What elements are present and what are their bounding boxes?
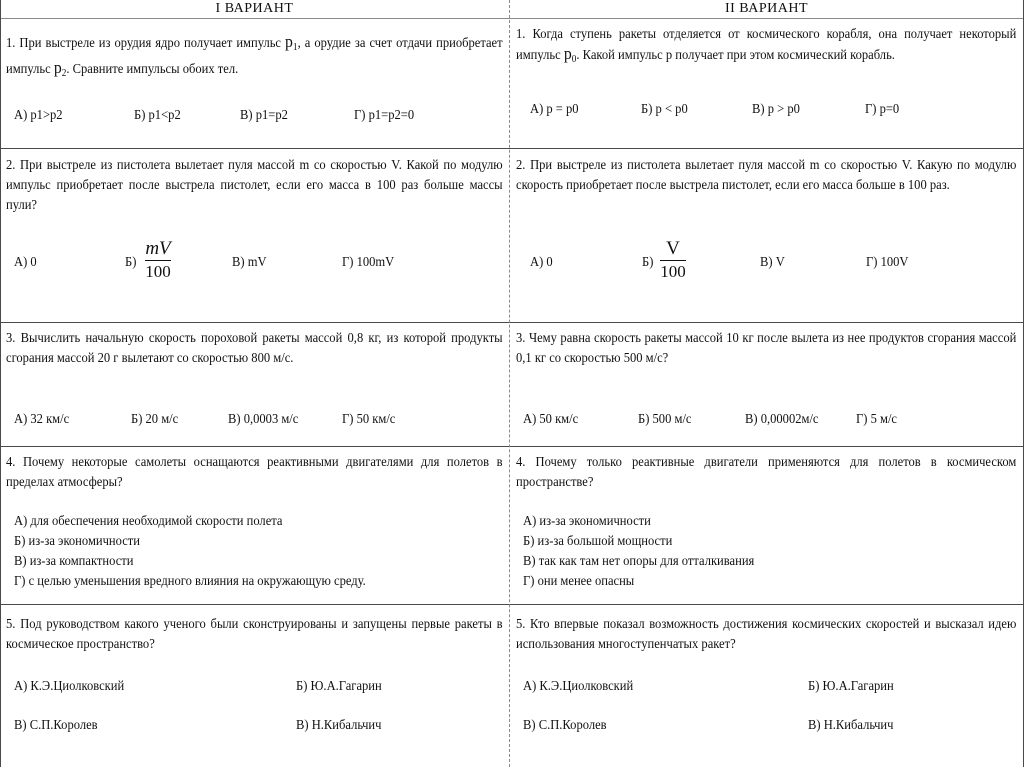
v2-q1-answer-b[interactable]: Б) p < p0 — [641, 101, 688, 116]
row-divider-3 — [0, 446, 1024, 447]
row-divider-1 — [0, 148, 1024, 149]
v1-q4-answer-a[interactable]: А) для обеспечения необходимой скорости полета — [14, 513, 283, 528]
v2-q2-text: 2. При выстреле из пистолета вылетает пуля массой m со скоростью V. Какую по модулю скорость приобретает после выстрела пистолет, если его масса больше в 100 раз. — [516, 157, 1017, 192]
v1-q3-answer-a[interactable]: А) 32 км/с — [14, 411, 70, 426]
fraction-numerator: mV — [145, 238, 171, 259]
v2-q3-answer-d[interactable]: Г) 5 м/с — [856, 411, 898, 426]
v2-q4-answer-c[interactable]: В) так как там нет опоры для отталкивания — [523, 553, 755, 568]
v1-q1-answer-c[interactable]: В) p1=p2 — [240, 107, 288, 122]
v1-q2-text: 2. При выстреле из пистолета вылетает пуля массой m со скоростью V. Какой по модулю импульс приобретает после выстрела пистолет, если его масса в 100 раз больше массы пули? — [6, 157, 503, 212]
v2-q5-answer-d[interactable]: В) Н.Кибальчич — [808, 717, 894, 732]
v2-q4-answer-a[interactable]: А) из-за экономичности — [523, 513, 651, 528]
v1-q2-answer-b-label[interactable]: Б) — [125, 254, 137, 269]
v2-q5-text: 5. Кто впервые показал возможность достижения космических скоростей и высказал идею использования многоступенчатых ракет? — [516, 616, 1017, 651]
v1-q4-answer-c[interactable]: В) из-за компактности — [14, 553, 134, 568]
fraction-denominator: 100 — [145, 262, 171, 281]
v2-q2-answer-a[interactable]: А) 0 — [530, 254, 553, 269]
v2-q1-answer-a[interactable]: А) p = p0 — [530, 101, 579, 116]
column-divider — [509, 0, 510, 767]
v2-q5-answer-c[interactable]: В) С.П.Королев — [523, 717, 607, 732]
v1-q5-answer-c[interactable]: В) С.П.Королев — [14, 717, 98, 732]
v2-q3-answer-a[interactable]: А) 50 км/с — [523, 411, 579, 426]
v1-q1-answer-b[interactable]: Б) p1<p2 — [134, 107, 181, 122]
row-divider-2 — [0, 322, 1024, 323]
v2-q2-answer-c[interactable]: В) V — [760, 254, 785, 269]
v2-q3-text: 3. Чему равна скорость ракеты массой 10 кг после вылета из нее продуктов сгорания массой 0,1 кг со скоростью 500 м/с? — [516, 330, 1017, 365]
v1-q4-answer-b[interactable]: Б) из-за экономичности — [14, 533, 141, 548]
v1-q2-answer-d[interactable]: Г) 100mV — [342, 254, 395, 269]
v1-q3-answer-d[interactable]: Г) 50 км/с — [342, 411, 396, 426]
v1-q3-text: 3. Вычислить начальную скорость пороховой ракеты массой 0,8 кг, из которой продукты сгорания массой 20 г вылетают со скоростью 800 м/с. — [6, 330, 503, 365]
v1-q2-fraction — [143, 238, 173, 283]
v1-q3-answer-b[interactable]: Б) 20 м/с — [131, 411, 179, 426]
v1-q5-answer-b[interactable]: Б) Ю.А.Гагарин — [296, 678, 382, 693]
fraction-denominator: 100 — [660, 262, 686, 281]
header-divider — [0, 18, 1024, 19]
left-border — [0, 0, 1, 767]
v1-q1-answer-d[interactable]: Г) p1=p2=0 — [354, 107, 415, 122]
v2-q5-answer-b[interactable]: Б) Ю.А.Гагарин — [808, 678, 894, 693]
variant-2-header: II ВАРИАНТ — [724, 1, 809, 16]
v2-q2-answer-b-label[interactable]: Б) — [642, 254, 654, 269]
v1-q2-answer-c[interactable]: В) mV — [232, 254, 267, 269]
v2-q3-answer-b[interactable]: Б) 500 м/с — [638, 411, 692, 426]
v1-q3-answer-c[interactable]: В) 0,0003 м/с — [228, 411, 299, 426]
v2-q4-answer-d[interactable]: Г) они менее опасны — [523, 573, 635, 588]
v1-q5-answer-d[interactable]: В) Н.Кибальчич — [296, 717, 382, 732]
v2-q5-answer-a[interactable]: А) К.Э.Циолковский — [523, 678, 634, 693]
v2-q4-text: 4. Почему только реактивные двигатели применяются для полетов в космическом пространстве? — [516, 454, 1017, 489]
v2-q2-answer-d[interactable]: Г) 100V — [866, 254, 909, 269]
v2-q1-text: 1. Когда ступень ракеты отделяется от космического корабля, она получает некоторый импульс $p_0$. Какой импульс p получает при этом космический корабль. — [516, 26, 1017, 65]
variant-1-header: I ВАРИАНТ — [215, 1, 294, 16]
v1-q1-answer-a[interactable]: А) p1>p2 — [14, 107, 63, 122]
v2-q2-fraction — [658, 238, 688, 283]
row-divider-4 — [0, 604, 1024, 605]
fraction-numerator: V — [666, 238, 680, 259]
v2-q4-answer-b[interactable]: Б) из-за большой мощности — [523, 533, 673, 548]
v1-q5-text: 5. Под руководством какого ученого были сконструированы и запущены первые ракеты в космическое пространство? — [6, 616, 503, 651]
v2-q3-answer-c[interactable]: В) 0,00002м/с — [745, 411, 819, 426]
v2-q1-answer-d[interactable]: Г) p=0 — [865, 101, 900, 116]
v1-q5-answer-a[interactable]: А) К.Э.Циолковский — [14, 678, 125, 693]
v1-q4-answer-d[interactable]: Г) с целью уменьшения вредного влияния на окружающую среду. — [14, 573, 366, 588]
v1-q4-text: 4. Почему некоторые самолеты оснащаются реактивными двигателями для полетов в пределах атмосферы? — [6, 454, 503, 489]
v1-q2-answer-a[interactable]: А) 0 — [14, 254, 37, 269]
v2-q1-answer-c[interactable]: В) p > p0 — [752, 101, 800, 116]
v1-q1-text: 1. При выстреле из орудия ядро получает импульс $p_1$, а орудие за счет отдачи приобретает импульс $p_2$. Сравните импульсы обоих тел. — [6, 32, 503, 79]
